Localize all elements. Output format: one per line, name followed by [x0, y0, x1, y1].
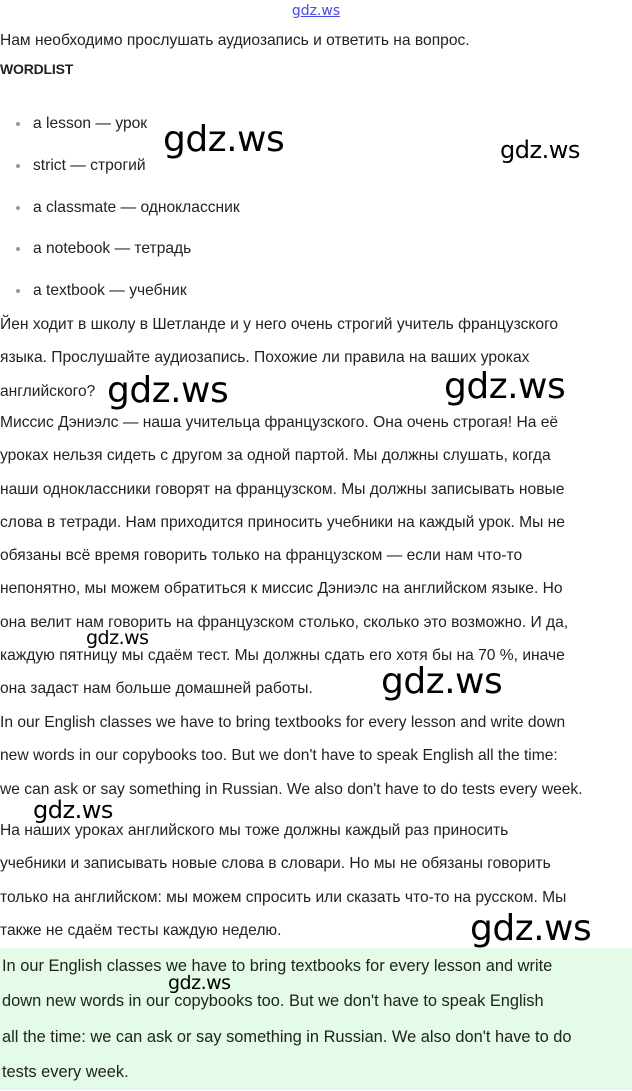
bullet-icon: [16, 289, 20, 293]
watermark: gdz.ws: [381, 661, 503, 702]
text-line: английского?: [0, 382, 96, 400]
watermark: gdz.ws: [33, 796, 113, 824]
text-line: она велит нам говорить на французском столько, сколько это возможно. И да,: [0, 613, 569, 631]
text-line: уроках нельзя сидеть с другом за одной партой. Мы должны слушать, когда: [0, 447, 551, 465]
text-line: all the time: we can ask or say something in Russian. We also don't have to do: [2, 1027, 572, 1046]
text-line: слова в тетради. Нам приходится приносить учебники на каждый урок. Мы не: [0, 513, 565, 531]
wordlist-item-text: a lesson — урок: [33, 115, 148, 132]
english-answer-paragraph: [0, 706, 583, 806]
wordlist-item: [0, 270, 240, 312]
wordlist-item-text: strict — строгий: [33, 156, 146, 174]
bullet-icon: [16, 164, 20, 168]
text-line: we can ask or say something in Russian. We also don't have to do tests every week.: [0, 780, 583, 798]
wordlist-item-text: a textbook — учебник: [33, 282, 187, 300]
bullet-icon: [16, 247, 20, 251]
text-line: На наших уроках английского мы тоже должны каждый раз приносить: [0, 822, 509, 839]
bullet-icon: [16, 122, 20, 126]
wordlist-heading: WORDLIST: [0, 61, 74, 77]
text-line: непонятно, мы можем обратиться к миссис Дэниэлс на английском языке. Но: [0, 580, 563, 598]
bullet-icon: [16, 206, 20, 210]
text-line: In our English classes we have to bring textbooks for every lesson and write down: [0, 714, 566, 731]
wordlist-item: [0, 187, 240, 229]
wordlist-item: [0, 228, 240, 270]
text-line: tests every week.: [2, 1063, 129, 1082]
watermark: gdz.ws: [470, 908, 592, 949]
text-line: учебники и записывать новые слова в словари. Но мы не обязаны говорить: [0, 855, 551, 873]
text-line: new words in our copybooks too. But we don't have to speak English all the time:: [0, 747, 558, 765]
intro-text: Нам необходимо прослушать аудиозапись и ответить на вопрос.: [0, 32, 470, 49]
watermark: gdz.ws: [86, 627, 149, 649]
wordlist-item-text: a classmate — одноклассник: [33, 198, 240, 216]
watermark: gdz.ws: [500, 136, 580, 164]
watermark: gdz.ws: [107, 370, 229, 411]
text-line: языка. Прослушайте аудиозапись. Похожие ли правила на ваших уроках: [0, 349, 530, 367]
watermark: gdz.ws: [168, 972, 231, 994]
text-line: только на английском: мы можем спросить или сказать что-то на русском. Мы: [0, 888, 567, 906]
text-line: она задаст нам больше домашней работы.: [0, 680, 313, 698]
text-line: обязаны всё время говорить только на французском — если нам что-то: [0, 547, 523, 565]
text-line: Йен ходит в школу в Шетланде и у него очень строгий учитель французского: [0, 316, 559, 333]
text-line: down new words in our copybooks too. But we don't have to speak English: [2, 992, 544, 1011]
site-link[interactable]: gdz.ws: [291, 3, 341, 19]
text-line: также не сдаём тесты каждую неделю.: [0, 921, 282, 939]
wordlist-item-text: a notebook — тетрадь: [33, 240, 192, 258]
text-line: In our English classes we have to bring textbooks for every lesson and write: [2, 957, 553, 975]
text-line: наши одноклассники говорят на французском. Мы должны записывать новые: [0, 480, 565, 498]
text-line: каждую пятницу мы сдаём тест. Мы должны сдать его хотя бы на 70 %, иначе: [0, 647, 565, 665]
watermark: gdz.ws: [163, 119, 285, 160]
highlighted-answer-box: [0, 948, 632, 1090]
text-line: Миссис Дэниэлс — наша учительца французского. Она очень строгая! На её: [0, 414, 559, 431]
highlighted-answer-text: [2, 949, 572, 1091]
watermark: gdz.ws: [444, 366, 566, 407]
